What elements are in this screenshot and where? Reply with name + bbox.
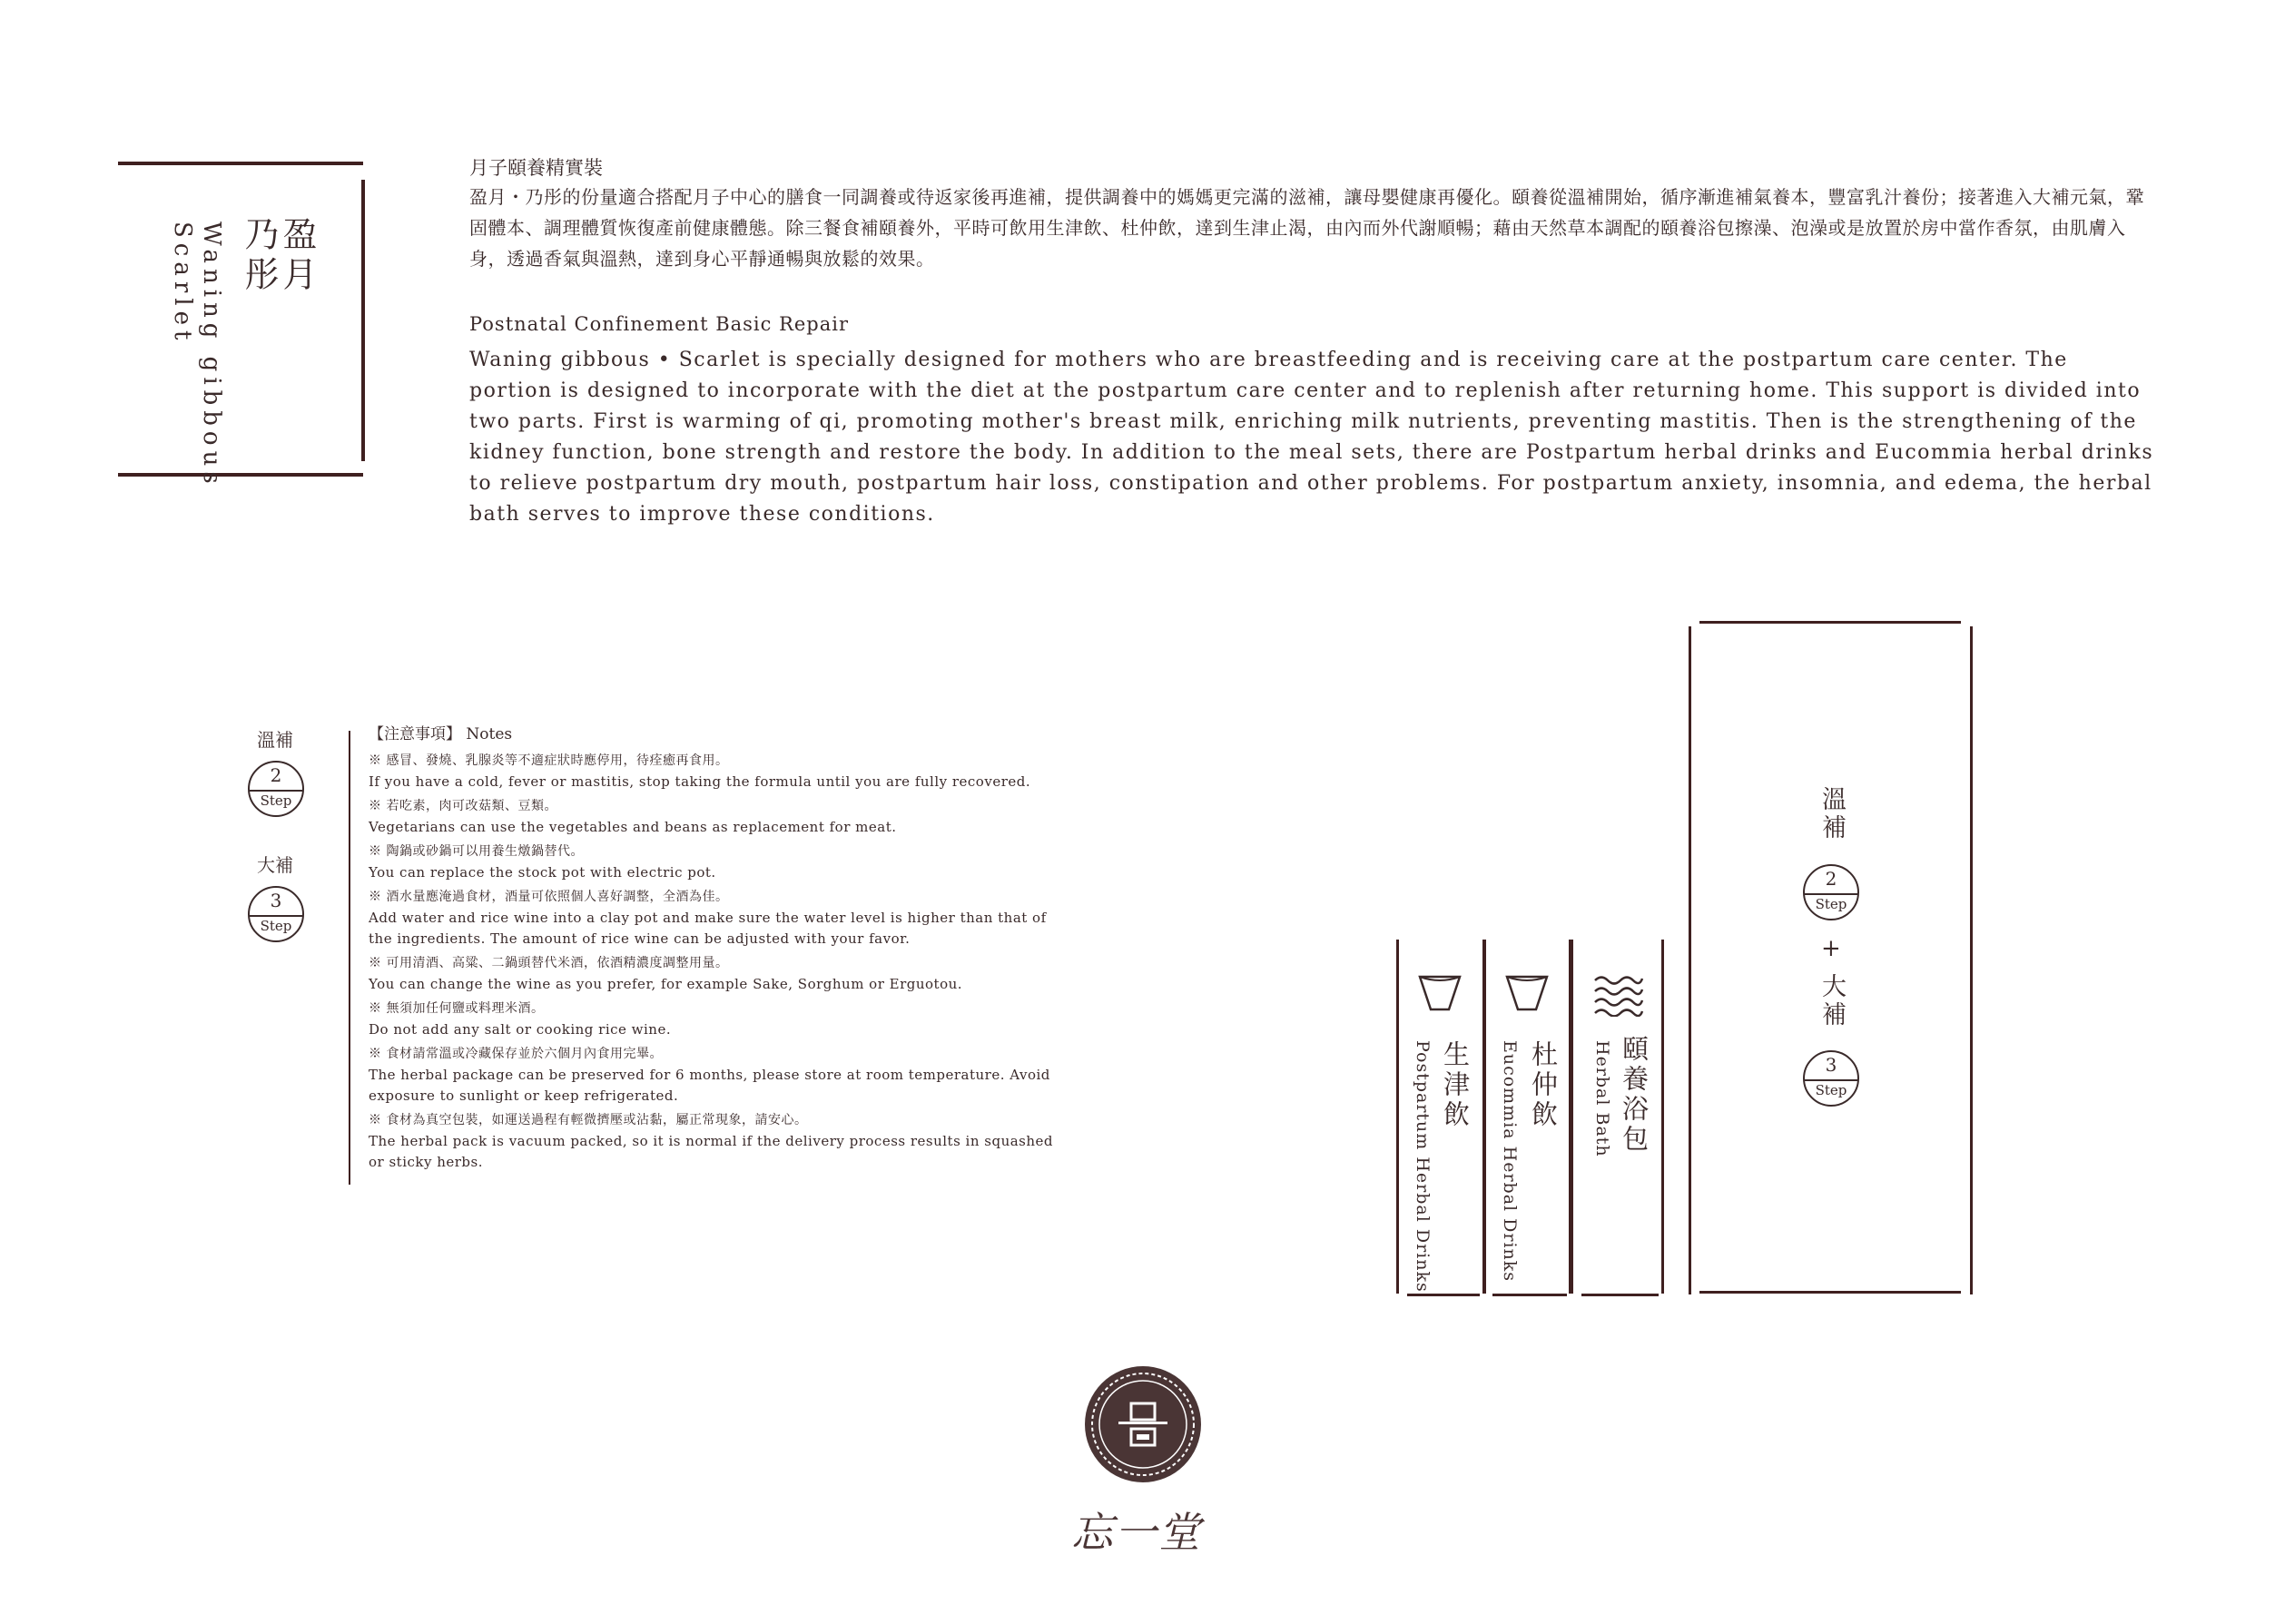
bath-right-rule: [1661, 940, 1664, 1294]
cup-icon: [1416, 973, 1463, 1017]
notes-title: 【注意事項】 Notes: [369, 725, 513, 743]
intro-zh-body: 盈月・乃彤的份量適合搭配月子中心的膳食一同調養或待返家後再進補，提供調養中的媽媽更完滿的滋補，讓母嬰健康再優化。頤養從溫補開始，循序漸進補氣養本，豐富乳汁養份；接著進入大補元氣，鞏固體本、調理體質恢復產前健康體態。除三餐食補頤養外，平時可飲用生津飲、杜仲飲，達到生津止渴，由內而外代謝順暢；藉由天然草本調配的頤養浴包擦澡、泡澡或是放置於房中當作香氛，由肌膚入身，透過香氣與溫熱，達到身心平靜通暢與放鬆的效果。: [469, 186, 2144, 270]
note-en: Do not add any salt or cooking rice wine.: [369, 1021, 672, 1038]
title-zh-line2: 乃彤: [239, 216, 279, 296]
bath-en: Herbal Bath: [1592, 1040, 1612, 1157]
box-step1-label: 溫補: [1817, 786, 1846, 842]
drink2-left-rule: [1483, 940, 1486, 1294]
drink1-zh: 生津飲: [1440, 1040, 1471, 1130]
step-badge-2: [248, 761, 304, 817]
intro-zh-heading: 月子頤養精實裝: [469, 157, 603, 179]
step-label-tonic: 大補: [257, 854, 293, 876]
note-en: Add water and rice wine into a clay pot and make sure the water level is higher than that of the ingredients. The amount of rice wine can be adjusted with your favor.: [369, 910, 1047, 947]
drink1-left-rule: [1396, 940, 1399, 1294]
title-en-line1: Waning gibbous: [198, 221, 225, 489]
note-en: The herbal package can be preserved for 6 months, please store at room temperature. Avoid exposure to sunlight or keep refrigerated.: [369, 1067, 1050, 1104]
step-divider: [250, 915, 302, 917]
drink1-base: [1407, 1294, 1480, 1296]
plus-sign: +: [1821, 935, 1841, 962]
intro-en-heading: Postnatal Confinement Basic Repair: [469, 313, 850, 335]
step-number: 2: [1825, 868, 1837, 890]
note-zh: ※ 可用清酒、高粱、二鍋頭替代米酒，依酒精濃度調整用量。: [369, 956, 729, 970]
note-en: Vegetarians can use the vegetables and beans as replacement for meat.: [369, 819, 897, 835]
drink2-base: [1492, 1294, 1567, 1296]
drink1-en: Postpartum Herbal Drinks: [1413, 1040, 1433, 1293]
step-divider: [1805, 893, 1857, 895]
box-base: [1699, 1291, 1961, 1294]
step-word: Step: [260, 792, 292, 809]
title-en-line2: Scarlet: [169, 221, 196, 346]
title-frame-top: [118, 162, 363, 165]
note-zh: ※ 食材請常溫或冷藏保存並於六個月內食用完畢。: [369, 1047, 663, 1061]
step-label-warm: 溫補: [257, 729, 293, 751]
note-zh: ※ 陶鍋或砂鍋可以用養生燉鍋替代。: [369, 844, 584, 859]
note-en: If you have a cold, fever or mastitis, stop taking the formula until you are fully recovered.: [369, 773, 1031, 790]
note-zh: ※ 無須加任何鹽或料理米酒。: [369, 1001, 545, 1016]
step-word: Step: [1815, 1082, 1847, 1098]
step-number: 3: [1825, 1054, 1837, 1076]
note-en: You can replace the stock pot with electric pot.: [369, 864, 716, 881]
step-divider: [250, 790, 302, 792]
brand-seal-icon: [1082, 1363, 1204, 1485]
bath-left-rule: [1571, 940, 1573, 1294]
note-zh: ※ 若吃素，肉可改菇類、豆類。: [369, 799, 557, 813]
box-top: [1699, 621, 1961, 624]
drink2-zh: 杜仲飲: [1528, 1040, 1559, 1130]
note-zh: ※ 感冒、發燒、乳腺炎等不適症狀時應停用，待痊癒再食用。: [369, 753, 729, 768]
step-divider: [1805, 1079, 1857, 1081]
title-zh-line1: 盈月: [277, 216, 317, 296]
step-badge-3: [248, 886, 304, 942]
intro-en-body: Waning gibbous • Scarlet is specially designed for mothers who are breastfeeding and is receiving care at the postpartum care center. The portion is designed to incorporate with the diet at the postpartum care center and to replenish after returning home. This support is divided into two parts. First is warming of qi, promoting mother's breast milk, enriching milk nutrients, preventing mastitis. Then is the strengthening of the kidney function, bone strength and restore the body. In addition to the meal sets, there are Postpartum herbal drinks and Eucommia herbal drinks to relieve postpartum dry mouth, postpartum hair loss, constipation and other problems. For postpartum anxiety, insomnia, and edema, the herbal bath serves to improve these conditions.: [469, 349, 2154, 526]
waves-icon: [1593, 973, 1644, 1017]
box-step2-label: 大補: [1817, 973, 1846, 1029]
step-number: 3: [270, 890, 282, 911]
box-step-badge-2: [1803, 864, 1859, 920]
step-word: Step: [260, 918, 292, 934]
note-en: You can change the wine as you prefer, for example Sake, Sorghum or Erguotou.: [369, 976, 963, 992]
step-word: Step: [1815, 896, 1847, 912]
note-zh: ※ 食材為真空包裝，如運送過程有輕微擠壓或沾黏，屬正常現象，請安心。: [369, 1113, 808, 1127]
box-left-outer: [1689, 626, 1691, 1294]
step-number: 2: [270, 764, 282, 786]
note-en: The herbal pack is vacuum packed, so it is normal if the delivery process results in squashed or sticky herbs.: [369, 1133, 1054, 1170]
bath-base: [1581, 1294, 1659, 1296]
box-right-outer: [1970, 626, 1973, 1294]
notes: [369, 724, 1059, 1173]
cup-icon: [1503, 973, 1551, 1017]
drink2-en: Eucommia Herbal Drinks: [1500, 1040, 1520, 1283]
title-frame-right: [361, 180, 365, 461]
title-frame-bottom: [118, 473, 363, 477]
bath-zh: 頤養浴包: [1619, 1035, 1650, 1155]
notes-rule: [349, 731, 350, 1185]
box-step-badge-3: [1803, 1050, 1859, 1107]
note-zh: ※ 酒水量應淹過食材，酒量可依照個人喜好調整，全酒為佳。: [369, 890, 729, 904]
brand-name: 忘一堂: [1071, 1508, 1202, 1557]
